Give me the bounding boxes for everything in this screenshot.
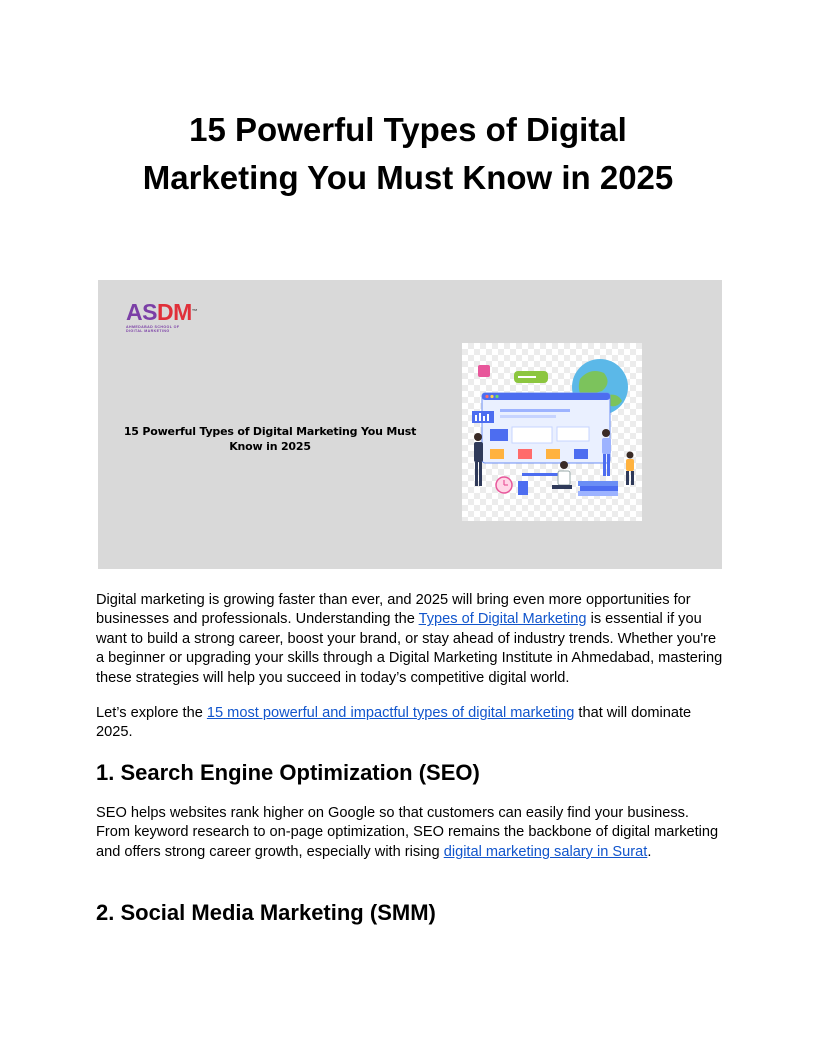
document-title [96,106,720,202]
digital-marketing-salary-surat-link[interactable]: digital marketing salary in Surat [443,843,648,860]
logo-text-dm: DM [156,299,192,325]
explore-text-1: Let’s explore the [96,705,207,721]
powerful-types-link[interactable]: 15 most powerful and impactful types of digital marketing [206,705,575,721]
featured-banner-image [98,280,722,569]
seo-paragraph [96,804,724,862]
section-heading-seo: 1. Search Engine Optimization (SEO) [96,760,480,785]
logo-subtitle-1: AHMEDABAD SCHOOL OF [126,325,180,329]
marketing-illustration-graphic [462,343,642,521]
explore-text-2: that will dominate 2025. [96,705,692,741]
marketing-illustration [462,343,642,521]
seo-text-2: . [647,843,652,860]
section-heading-smm: 2. Social Media Marketing (SMM) [96,900,436,925]
types-of-digital-marketing-link[interactable]: Types of Digital Marketing [418,611,587,628]
intro-text-2: is essential if you want to build a strong career, boost your brand, or stay ahead of industry trends. Whether you're a beginner or upgrading your skills through a Digital Marketing Institute in Ahmedabad, mastering these strategies will help you succeed in today’s competitive digital world. [96,611,723,686]
intro-paragraph [96,591,724,688]
banner-headline-line-1: 15 Powerful Types of Digital Marketing You Must [123,425,417,438]
intro-text-1: Digital marketing is growing faster than ever, and 2025 will bring even more opportunities for businesses and professionals. Understanding the [96,592,691,628]
logo-subtitle-2: DIGITAL MARKETING [126,329,170,334]
message-icon [478,365,490,377]
banner-headline-line-2: Know in 2025 [229,440,311,453]
explore-paragraph [96,704,724,743]
asdm-logo [126,300,204,334]
title-line-2: Marketing You Must Know in 2025 [142,159,674,196]
seo-text-1: SEO helps websites rank higher on Google so that customers can easily find your business. From keyword research to on-page optimization, SEO remains the backbone of digital marketing and offers strong career growth, especially with rising [96,805,719,860]
logo-trademark: ™ [191,309,198,315]
logo-text-as: AS [126,299,157,325]
title-line-1: 15 Powerful Types of Digital [189,111,627,148]
banner-headline [120,424,420,454]
